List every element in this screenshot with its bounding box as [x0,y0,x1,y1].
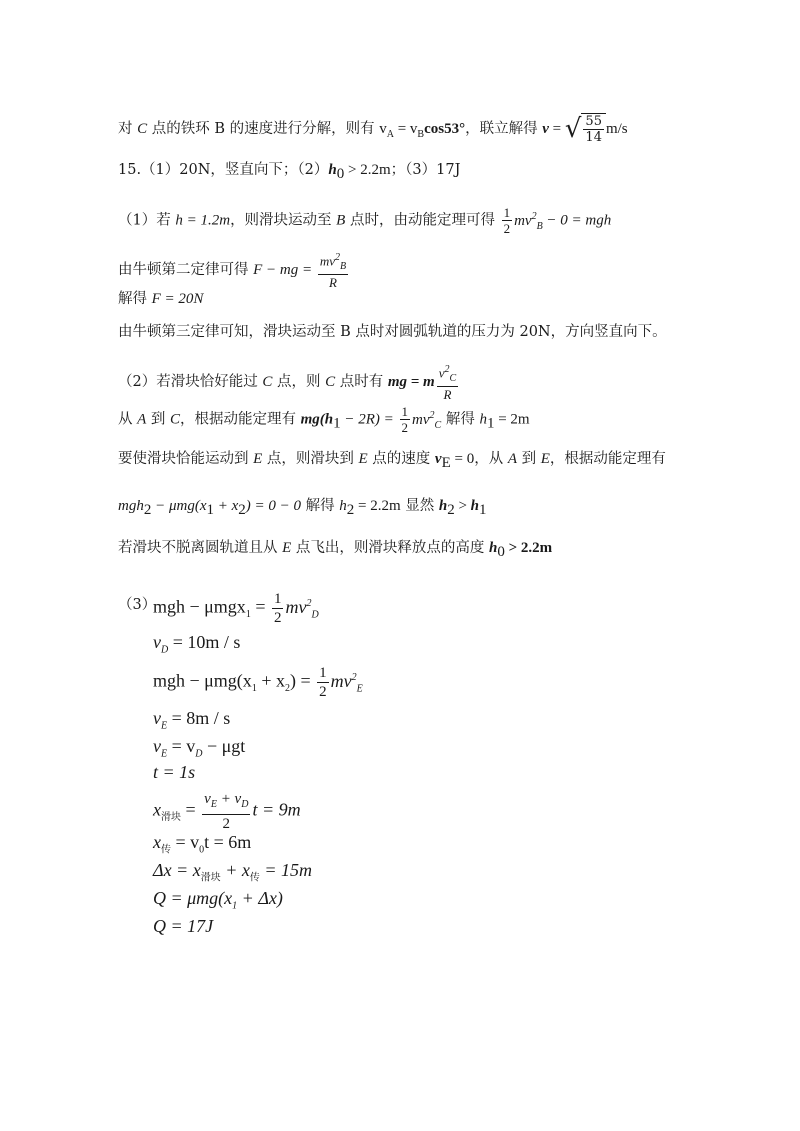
step-8: $x_传 = v_0t = 6m$ [153,832,252,856]
line-5: 解得 F = 20N [118,291,204,307]
line-9: 要使滑块恰能运动到 E 点，则滑块到 E 点的速度 $v_E = 0$，从 A 到 E，根据动能定理有 [118,451,666,471]
part-3-label: （3） [118,597,157,613]
step-6: t = 1s [153,762,196,782]
fraction: $\frac{mv^2_B}{R}$ [319,252,347,290]
fraction: $\frac{1}{2}$ [503,205,511,236]
step-4: $v_E = 8m / s$ [153,708,231,732]
fraction: $\frac{1}{2}$ [401,404,409,435]
step-5: $v_E = v_D - \mu gt$ [153,736,246,760]
step-11: Q = 17J [153,916,214,936]
step-1: mgh − μmgx$_1$ = $\frac{1}{2}$ $mv^2_D$ [153,591,319,626]
line-10: $mgh_2 - \mu mg(x_1 + x_2) = 0 - 0$ 解得 $h_2 = 2.2m$ 显然 $h_2 > h_1$ [118,498,487,518]
line-1: 对 C 点的铁环 B 的速度进行分解，则有 $v_A = v_B\cos 53^\circ$，联立解得 v = √ $\frac{55}{14}$ m/s [118,114,628,145]
line-4: 由牛顿第二定律可得 F − mg = $\frac{mv^2_B}{R}$ [118,252,347,290]
fraction: $\frac{v^2_C}{R}$ [438,364,457,402]
line-8: 从 A 到 C，根据动能定理有 $mg(h_1 - 2R)$ = $\frac{1}{2}$ $mv^2_C$ 解得 $h_1 = 2m$ [118,404,530,435]
step-10: $Q = \mu mg(x_1 + \Delta x)$ [153,888,283,912]
line-2-answer-summary: 15.（1）20N，竖直向下；$(2)h_0 > 2.2m$；（3）17J [118,162,461,182]
line-7: （2）若滑块恰好能过 C 点，则 C 点时有 mg = m $\frac{v^2_C}{R}$ [118,364,457,402]
line-6: 由牛顿第三定律可知，滑块运动至 B 点时对圆弧轨道的压力为 20N，方向竖直向下。 [118,324,667,340]
step-7: $x_{滑块}$ = $\frac{v_E + v_D}{2}$ t = 9m [153,791,301,832]
sqrt-expression: √ $\frac{55}{14}$ [565,113,606,145]
step-2: $v_D = 10m / s$ [153,632,241,656]
line-11: 若滑块不脱离圆轨道且从 E 点飞出，则滑块释放点的高度 $h_0 > 2.2m$ [118,540,553,560]
step-9: $\Delta x = x_{滑块} + x_传 = 15m$ [153,860,312,884]
line-3: （1）若 h = 1.2m，则滑块运动至 B 点时，由动能定理可得 $\frac{1}{2}$ $mv^2_B - 0$ = mgh [118,205,612,236]
step-3: mgh − $\mu mg(x_1 + x_2)$ = $\frac{1}{2}$ $mv^2_E$ [153,665,363,700]
